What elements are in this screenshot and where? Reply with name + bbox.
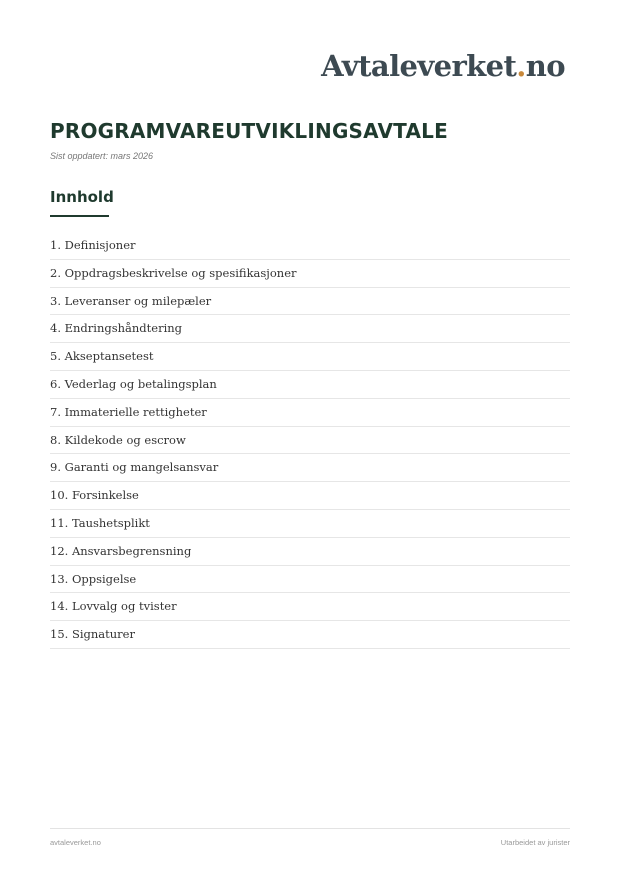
footer-credit: Utarbeidet av jurister (500, 838, 570, 847)
document-title: PROGRAMVAREUTVIKLINGSAVTALE (50, 119, 448, 143)
brand-logo[interactable] (321, 49, 565, 83)
toc-heading: Innhold (50, 188, 114, 206)
toc-item-immaterielle-rettigheter[interactable]: 7. Immaterielle rettigheter (50, 399, 570, 427)
toc-item-garanti[interactable]: 9. Garanti og mangelsansvar (50, 454, 570, 482)
toc-item-lovvalg[interactable]: 14. Lovvalg og tvister (50, 593, 570, 621)
toc-item-leveranser[interactable]: 3. Leveranser og milepæler (50, 288, 570, 316)
toc-heading-underline (50, 215, 109, 217)
toc-item-oppdragsbeskrivelse[interactable]: 2. Oppdragsbeskrivelse og spesifikasjoner (50, 260, 570, 288)
footer-divider (50, 828, 570, 829)
toc-item-kildekode[interactable]: 8. Kildekode og escrow (50, 427, 570, 455)
toc-item-ansvarsbegrensning[interactable]: 12. Ansvarsbegrensning (50, 538, 570, 566)
toc-item-vederlag[interactable]: 6. Vederlag og betalingsplan (50, 371, 570, 399)
toc-item-oppsigelse[interactable]: 13. Oppsigelse (50, 566, 570, 594)
toc-item-endringshandtering[interactable]: 4. Endringshåndtering (50, 315, 570, 343)
toc-item-akseptansetest[interactable]: 5. Akseptansetest (50, 343, 570, 371)
brand-dot: . (516, 49, 526, 83)
last-updated-text: Sist oppdatert: mars 2026 (50, 151, 154, 161)
toc-item-signaturer[interactable]: 15. Signaturer (50, 621, 570, 649)
brand-name: Avtaleverket (321, 49, 517, 83)
toc-list (50, 232, 570, 649)
toc-item-taushetsplikt[interactable]: 11. Taushetsplikt (50, 510, 570, 538)
footer-site-link[interactable]: avtaleverket.no (50, 838, 101, 847)
toc-item-definisjoner[interactable]: 1. Definisjoner (50, 232, 570, 260)
toc-item-forsinkelse[interactable]: 10. Forsinkelse (50, 482, 570, 510)
brand-tld: no (525, 49, 565, 83)
